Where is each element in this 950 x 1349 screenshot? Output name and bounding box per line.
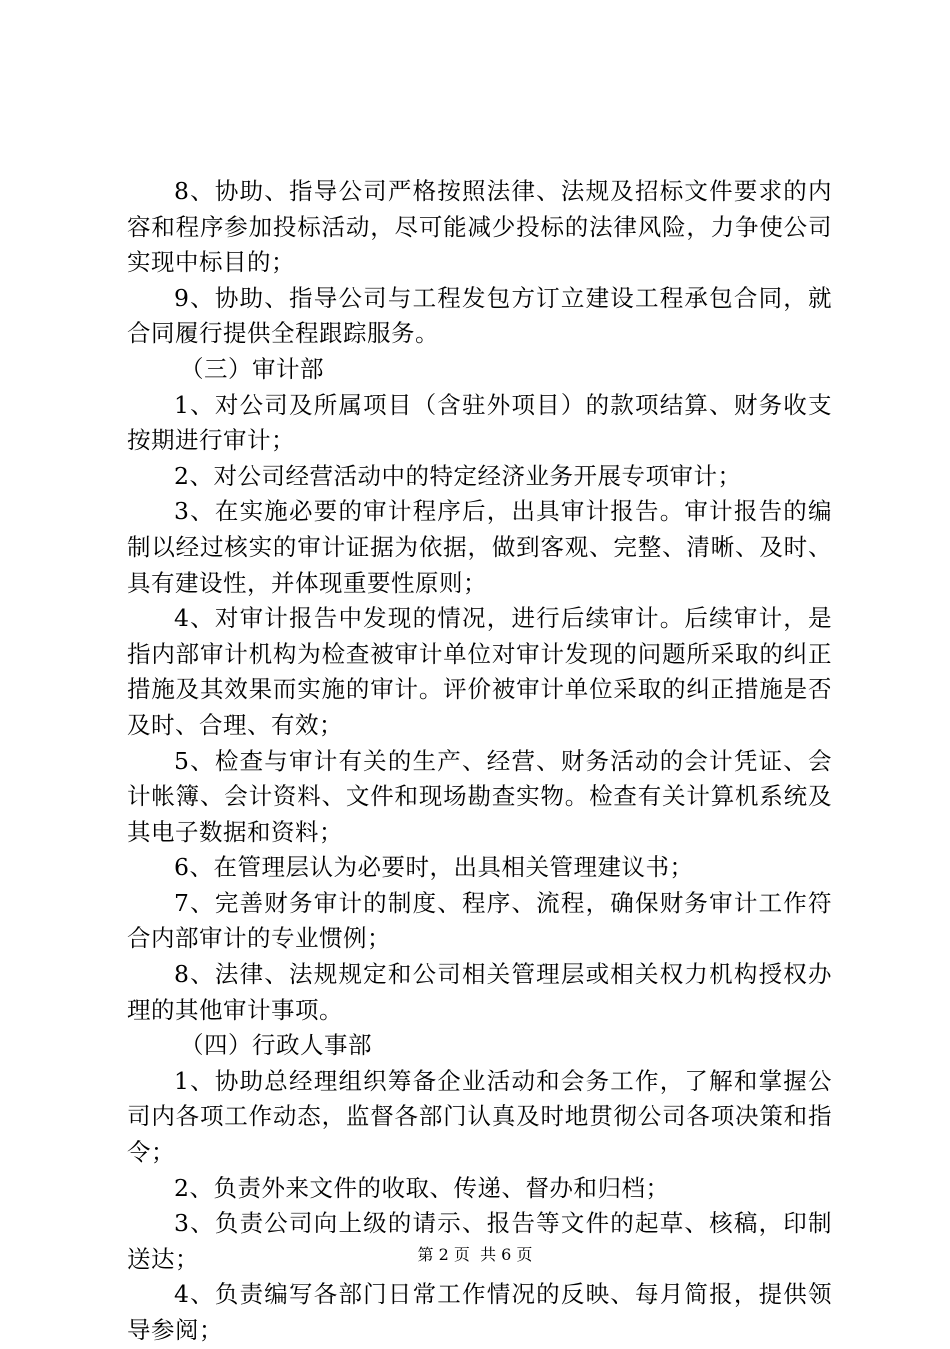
- paragraph-item: 1、协助总经理组织筹备企业活动和会务工作，了解和掌握公司内各项工作动态，监督各部门认真及时地贯彻公司各项决策和指令；: [127, 1066, 832, 1167]
- section-heading-audit: （三）审计部: [180, 354, 324, 383]
- document-body: [127, 174, 832, 1349]
- paragraph-item: 3、在实施必要的审计程序后，出具审计报告。审计报告的编制以经过核实的审计证据为依据，做到客观、完整、清晰、及时、具有建设性，并体现重要性原则；: [127, 497, 832, 597]
- paragraph-item: 4、负责编写各部门日常工作情况的反映、每月简报，提供领导参阅；: [127, 1280, 832, 1344]
- paragraph-item: 2、负责外来文件的收取、传递、督办和归档；: [174, 1173, 670, 1202]
- page-footer: [0, 1244, 950, 1266]
- paragraph-item: 8、法律、法规规定和公司相关管理层或相关权力机构授权办理的其他审计事项。: [127, 960, 832, 1024]
- page-number-label: 第 2 页 共 6 页: [417, 1245, 533, 1264]
- paragraph-item: 4、对审计报告中发现的情况，进行后续审计。后续审计，是指内部审计机构为检查被审计单位对审计发现的问题所采取的纠正措施及其效果而实施的审计。评价被审计单位采取的纠正措施是否及时、合理、有效；: [127, 604, 832, 739]
- paragraph-item: 2、对公司经营活动中的特定经济业务开展专项审计；: [174, 461, 742, 490]
- section-heading-admin-hr: （四）行政人事部: [180, 1031, 372, 1060]
- paragraph-item: 7、完善财务审计的制度、程序、流程，确保财务审计工作符合内部审计的专业惯例；: [127, 888, 832, 953]
- paragraph-item: 9、协助、指导公司与工程发包方订立建设工程承包合同，就合同履行提供全程跟踪服务。: [127, 283, 832, 348]
- paragraph-item: 3、负责公司向上级的请示、报告等文件的起草、核稿，印制送达；: [127, 1209, 832, 1273]
- paragraph-item: 5、检查与审计有关的生产、经营、财务活动的会计凭证、会计帐簿、会计资料、文件和现场勘查实物。检查有关计算机系统及其电子数据和资料；: [127, 746, 832, 846]
- paragraph-item: 1、对公司及所属项目（含驻外项目）的款项结算、财务收支按期进行审计；: [127, 390, 832, 455]
- paragraph-item: 8、协助、指导公司严格按照法律、法规及招标文件要求的内容和程序参加投标活动，尽可能减少投标的法律风险，力争使公司实现中标目的；: [127, 177, 832, 277]
- paragraph-item: 6、在管理层认为必要时，出具相关管理建议书；: [174, 853, 694, 882]
